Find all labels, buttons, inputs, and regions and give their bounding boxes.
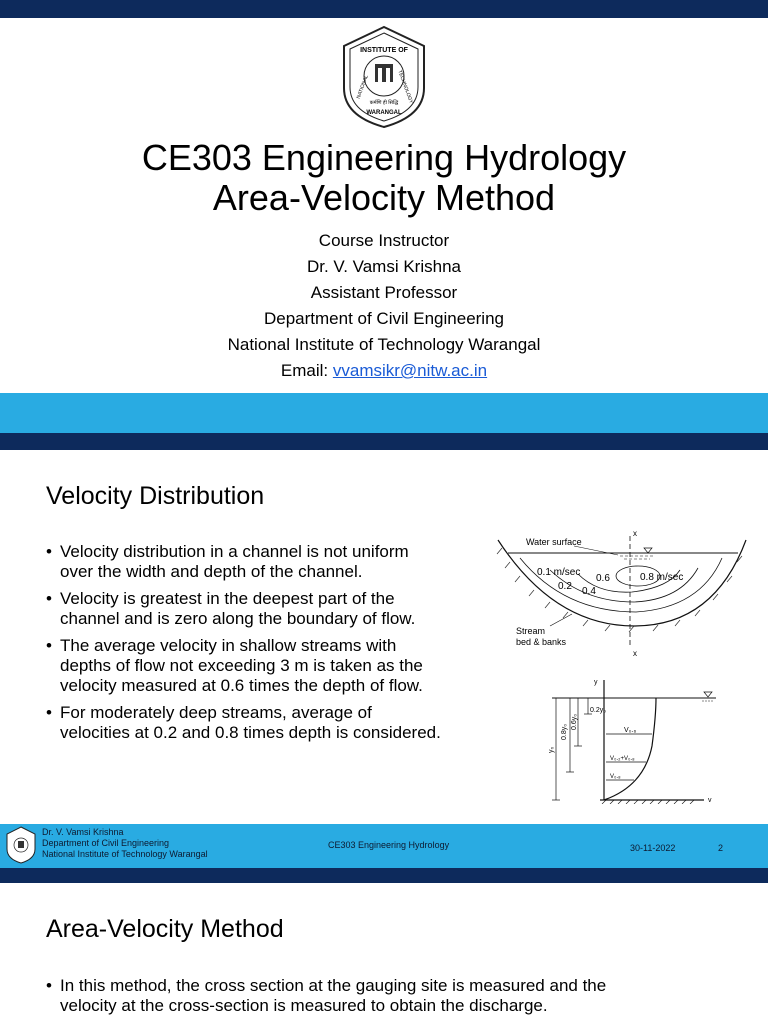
axis-x-bottom-label: x <box>633 649 637 658</box>
nitw-logo <box>338 24 430 130</box>
profile-v-axis-label: v <box>708 797 712 804</box>
velocity-profile-figure <box>544 676 724 804</box>
profile-vavg-label: V₀.₂+V₀.₈ <box>610 756 635 762</box>
list-item: • Velocity distribution in a channel is not uniform over the width and depth of the channel. <box>46 542 409 581</box>
isovel-06-label: 0.6 <box>596 573 610 584</box>
footer-date: 30-11-2022 <box>630 843 676 853</box>
instructor-institute: National Institute of Technology Warangal <box>227 335 541 354</box>
footer-author-block <box>42 827 208 860</box>
list-item: • In this method, the cross section at the gauging site is measured and the velocity at the cross-section is measured to obtain the discharge. <box>46 976 607 1015</box>
profile-d06-label: 0.6y₀ <box>571 713 578 730</box>
profile-y-axis-label: y <box>594 679 598 686</box>
email-label: Email: <box>280 361 333 380</box>
slide2-bottom-navy-bar <box>0 868 768 883</box>
instructor-info <box>0 228 768 384</box>
profile-v06-label: V₀.₆ <box>624 727 637 734</box>
isovel-08-label: 0.8 m/sec <box>640 572 684 583</box>
instructor-role: Course Instructor <box>318 231 450 250</box>
bed-label-line2: bed & banks <box>516 637 567 647</box>
footer-course: CE303 Engineering Hydrology <box>328 840 450 850</box>
footer-dept: Department of Civil Engineering <box>42 838 170 848</box>
slide3-bullet-list <box>46 976 746 1023</box>
footer-inst: National Institute of Technology Warangal <box>42 849 208 859</box>
profile-d08-label: 0.8y₀ <box>561 723 568 740</box>
logo-right-text: TECHNOLOGY <box>396 69 414 105</box>
email-line <box>0 358 768 384</box>
profile-v08-label: V₀.₈ <box>610 774 621 780</box>
logo-motto-text: कर्मणि ही सिद्धि <box>369 100 399 106</box>
isovel-04-label: 0.4 <box>582 586 596 597</box>
slide2-heading: Velocity Distribution <box>46 482 265 510</box>
logo-left-text: NATIONAL <box>355 74 370 100</box>
top-navy-bar <box>0 0 768 18</box>
footer-logo <box>5 826 37 864</box>
list-item: • Velocity is greatest in the deepest part of the channel and is zero along the boundary of flow. <box>46 589 416 628</box>
axis-x-top-label: x <box>633 529 637 538</box>
slide2-bullet-list <box>46 542 496 750</box>
bed-label-line1: Stream <box>516 626 546 636</box>
title-line-1: CE303 Engineering Hydrology <box>141 137 627 178</box>
list-item: • For moderately deep streams, average of velocities at 0.2 and 0.8 times depth is considered. <box>46 703 441 742</box>
list-item: • The average velocity in shallow streams with depths of flow not exceeding 3 m is taken as the velocity measured at 0.6 times the depth of flow. <box>46 636 423 695</box>
velocity-contour-figure <box>494 528 750 658</box>
slide1-bottom-navy-bar <box>0 433 768 450</box>
instructor-designation: Assistant Professor <box>310 283 458 302</box>
bullet-icon: • <box>46 589 52 608</box>
isovel-02-label: 0.2 <box>558 581 572 592</box>
profile-y0-label: y₀ <box>548 746 555 753</box>
logo-bottom-text: WARANGAL <box>366 110 402 116</box>
slide3-heading: Area-Velocity Method <box>46 915 284 943</box>
bullet-icon: • <box>46 542 52 561</box>
slide1-light-blue-band <box>0 393 768 433</box>
email-link[interactable]: vvamsikr@nitw.ac.in <box>332 361 488 380</box>
footer-name: Dr. V. Vamsi Krishna <box>42 827 124 837</box>
logo-top-text: INSTITUTE OF <box>360 47 408 54</box>
footer-page-number: 2 <box>718 843 724 853</box>
isovel-01-label: 0.1 m/sec <box>537 567 581 578</box>
slide-title <box>0 138 768 218</box>
bullet-icon: • <box>46 976 52 995</box>
instructor-name: Dr. V. Vamsi Krishna <box>306 257 461 276</box>
bullet-icon: • <box>46 636 52 655</box>
title-line-2: Area-Velocity Method <box>212 177 556 218</box>
profile-d02-label: 0.2y₀ <box>590 707 607 714</box>
instructor-department: Department of Civil Engineering <box>263 309 504 328</box>
bullet-icon: • <box>46 703 52 722</box>
water-surface-label: Water surface <box>526 537 582 547</box>
